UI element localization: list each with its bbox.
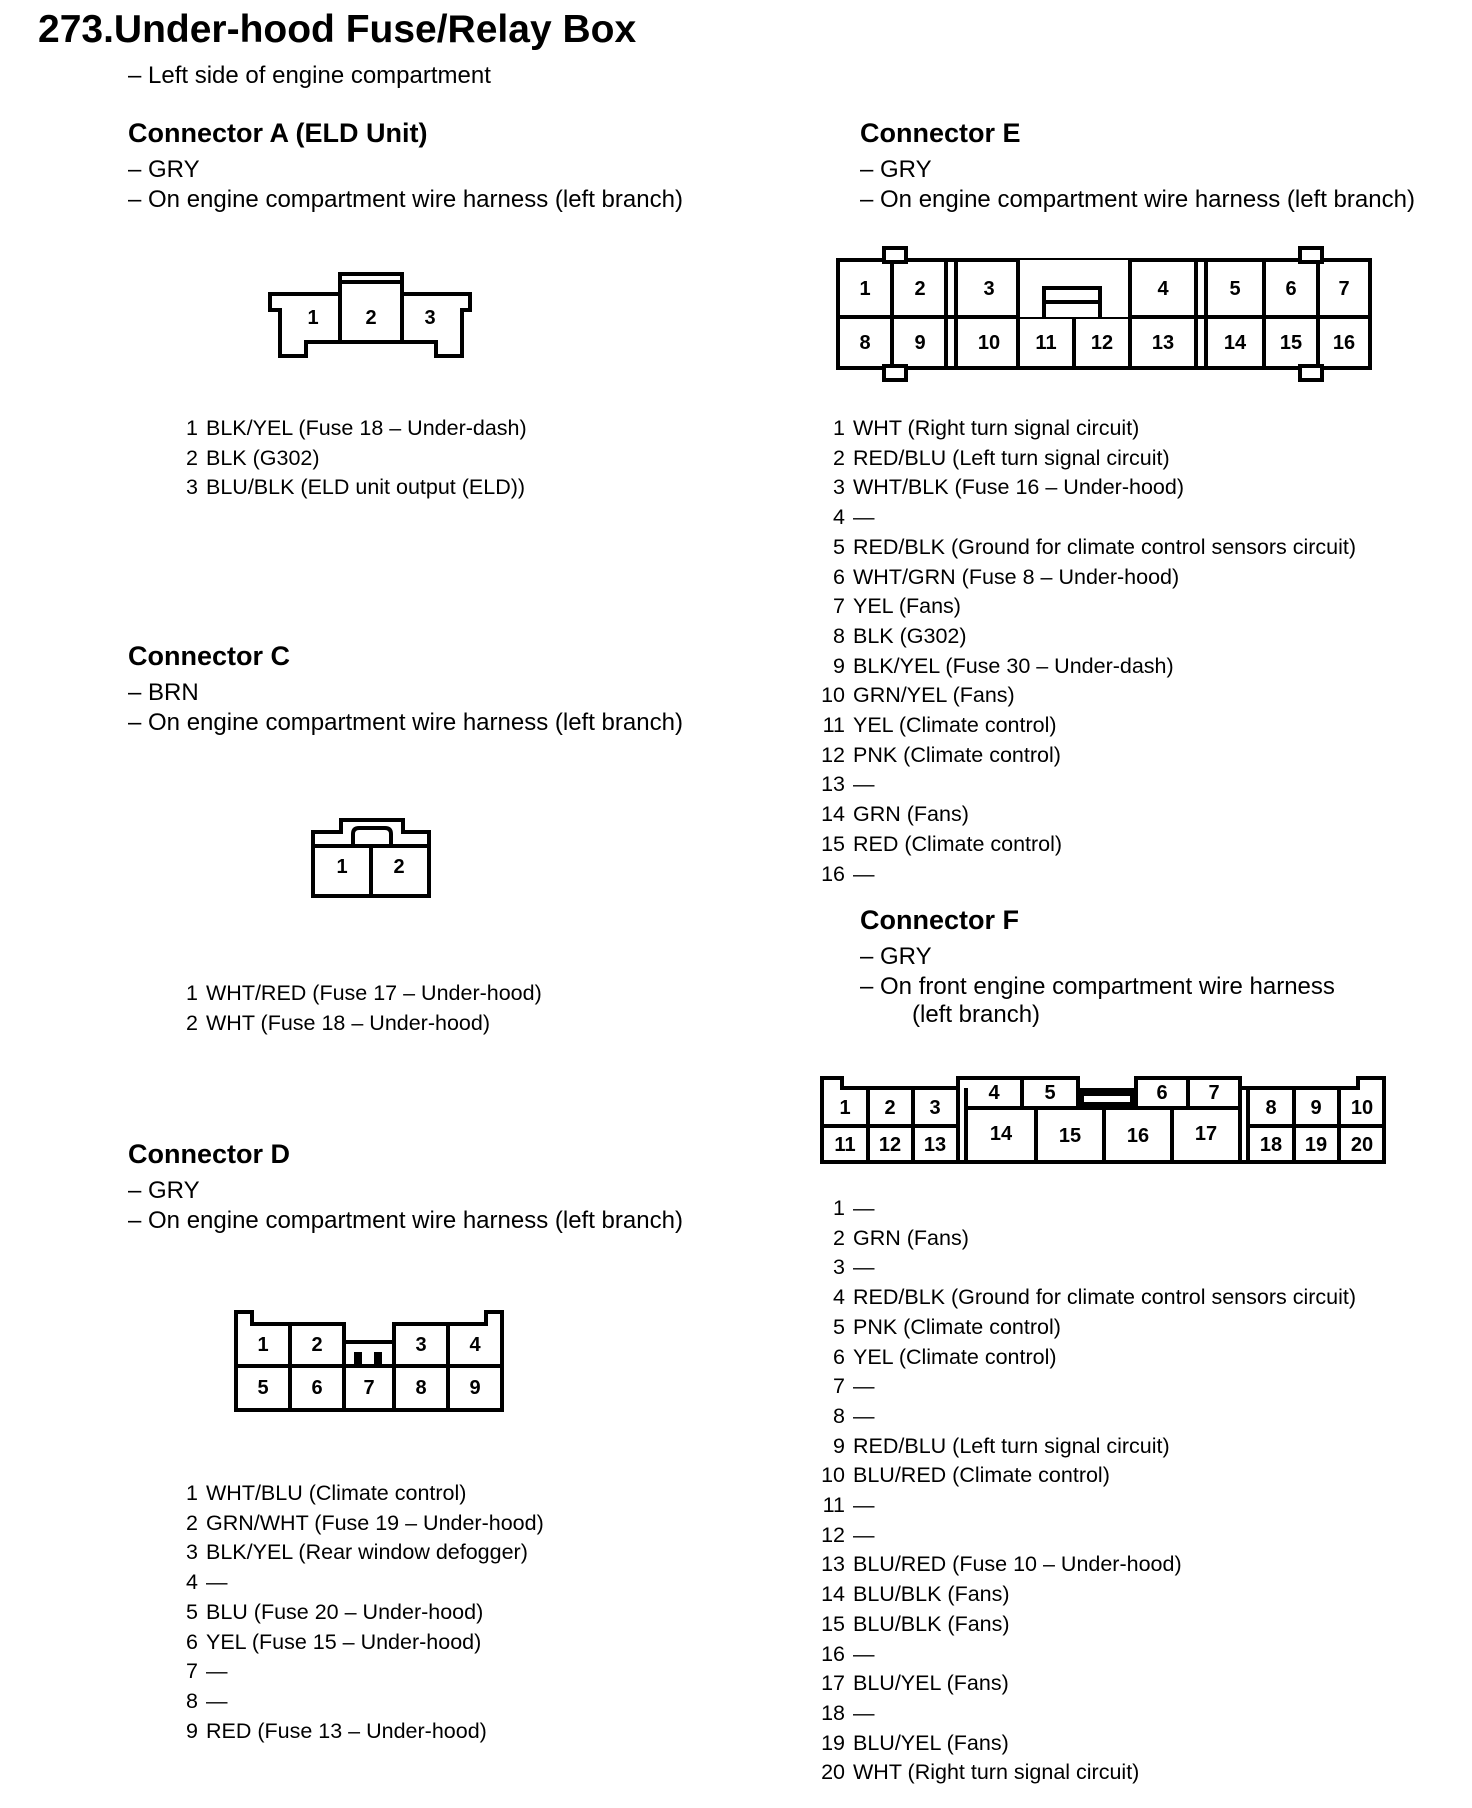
- list-item: [811, 1372, 1356, 1402]
- connector-c-title: Connector C: [128, 641, 290, 671]
- connector-f-cavity-14: 14: [989, 1123, 1013, 1145]
- pin-number: 18: [821, 1700, 845, 1725]
- connector-f-cavity-13: 13: [923, 1134, 947, 1156]
- pin-number: 15: [821, 1611, 845, 1636]
- connector-e-cavity-1: 1: [859, 278, 871, 300]
- connector-d-color: – GRY: [128, 1177, 200, 1204]
- pin-number: 1: [833, 416, 845, 440]
- connector-f-location-2: (left branch): [912, 1001, 1041, 1028]
- list-item: [811, 1253, 1356, 1283]
- pin-number: 12: [821, 1522, 845, 1547]
- pin-desc: —: [853, 772, 875, 797]
- list-item: [811, 1224, 1356, 1254]
- connector-a-color: – GRY: [128, 156, 200, 183]
- pin-desc: BLU/BLK (ELD unit output (ELD)): [206, 475, 526, 500]
- list-item: [811, 652, 1356, 682]
- list-item: [164, 414, 527, 444]
- connector-d-cavity-9: 9: [469, 1377, 481, 1399]
- list-item: [811, 414, 1356, 444]
- pin-number: 9: [833, 1433, 845, 1458]
- pin-number: 6: [186, 1629, 198, 1654]
- pin-desc: YEL (Fans): [853, 594, 961, 619]
- pin-desc: —: [853, 1255, 875, 1280]
- connector-c-cavity-2: 2: [393, 856, 405, 878]
- connector-e-location: – On engine compartment wire harness (left branch): [860, 186, 1415, 213]
- connector-e-cavity-8: 8: [859, 332, 871, 354]
- connector-e-cavity-2: 2: [914, 278, 926, 300]
- connector-d-diagram: [232, 1308, 512, 1414]
- connector-e-cavity-7: 7: [1338, 278, 1350, 300]
- connector-d-cavity-6: 6: [311, 1377, 323, 1399]
- pin-desc: BLK/YEL (Fuse 30 – Under-dash): [853, 653, 1174, 678]
- pin-desc: BLU/RED (Fuse 10 – Under-hood): [853, 1552, 1182, 1577]
- pin-desc: YEL (Climate control): [853, 713, 1057, 738]
- pin-desc: WHT (Right turn signal circuit): [853, 1760, 1140, 1785]
- pin-number: 15: [821, 831, 845, 856]
- connector-d-cavity-2: 2: [311, 1334, 323, 1356]
- connector-e-cavity-9: 9: [914, 332, 926, 354]
- pin-desc: RED (Fuse 13 – Under-hood): [206, 1718, 487, 1743]
- list-item: [811, 1461, 1356, 1491]
- pin-desc: YEL (Climate control): [853, 1344, 1057, 1369]
- connector-d-cavity-4: 4: [469, 1334, 481, 1356]
- pin-number: 13: [821, 1552, 845, 1577]
- list-item: [164, 1009, 542, 1039]
- pin-number: 9: [186, 1718, 198, 1743]
- pin-desc: —: [206, 1688, 228, 1713]
- pin-desc: —: [206, 1659, 228, 1684]
- list-item: [811, 770, 1356, 800]
- list-item: [811, 1640, 1356, 1670]
- pin-desc: GRN/WHT (Fuse 19 – Under-hood): [206, 1510, 544, 1535]
- pin-desc: RED (Climate control): [853, 831, 1063, 856]
- list-item: [811, 741, 1356, 771]
- pin-desc: —: [853, 1196, 875, 1220]
- connector-d-location: – On engine compartment wire harness (left branch): [128, 1207, 683, 1234]
- pin-desc: BLK/YEL (Fuse 18 – Under-dash): [206, 416, 527, 440]
- connector-f-cavity-8: 8: [1265, 1097, 1277, 1119]
- pin-desc: —: [206, 1570, 228, 1595]
- pin-desc: WHT/GRN (Fuse 8 – Under-hood): [853, 564, 1180, 589]
- connector-f-cavity-6: 6: [1156, 1082, 1168, 1104]
- connector-f-cavity-7: 7: [1208, 1082, 1220, 1104]
- connector-f-cavity-3: 3: [929, 1097, 941, 1119]
- pin-number: 2: [186, 445, 198, 470]
- list-item: [164, 1628, 544, 1658]
- connector-e-cavity-13: 13: [1151, 332, 1175, 354]
- connector-a-title: Connector A (ELD Unit): [128, 118, 428, 148]
- pin-number: 11: [822, 1493, 845, 1518]
- list-item: [811, 681, 1356, 711]
- pin-number: 2: [833, 445, 845, 470]
- pin-desc: BLU/BLK (Fans): [853, 1611, 1010, 1636]
- list-item: [164, 1687, 544, 1717]
- connector-a-cavity-2: 2: [365, 307, 377, 329]
- connector-e-cavity-16: 16: [1332, 332, 1356, 354]
- pin-number: 3: [833, 1255, 845, 1280]
- pin-number: 1: [186, 981, 198, 1005]
- pin-number: 2: [186, 1510, 198, 1535]
- pin-desc: —: [853, 861, 875, 886]
- pin-number: 10: [821, 683, 845, 708]
- connector-e-cavity-11: 11: [1035, 332, 1057, 354]
- connector-c-diagram: [311, 812, 435, 898]
- pin-number: 1: [833, 1196, 845, 1220]
- pin-number: 20: [821, 1760, 845, 1785]
- connector-d-cavity-1: 1: [257, 1334, 269, 1356]
- connector-e-diagram: [834, 244, 1376, 386]
- pin-number: 6: [833, 1344, 845, 1369]
- pin-number: 5: [833, 1314, 845, 1339]
- pin-desc: WHT (Right turn signal circuit): [853, 416, 1140, 440]
- list-item: [811, 1669, 1356, 1699]
- connector-e-cavity-10: 10: [977, 332, 1001, 354]
- list-item: [811, 1729, 1356, 1759]
- list-item: [164, 979, 542, 1009]
- connector-f-cavity-1: 1: [839, 1097, 851, 1119]
- connector-d-pin-list: [164, 1479, 544, 1746]
- list-item: [811, 800, 1356, 830]
- connector-f-color: – GRY: [860, 943, 932, 970]
- connector-a-cavity-3: 3: [424, 307, 436, 329]
- pin-number: 5: [833, 534, 845, 559]
- list-item: [811, 1313, 1356, 1343]
- pin-number: 5: [186, 1599, 198, 1624]
- pin-desc: BLU/YEL (Fans): [853, 1730, 1009, 1755]
- list-item: [811, 1402, 1356, 1432]
- connector-d-cavity-8: 8: [415, 1377, 427, 1399]
- pin-number: 4: [833, 1285, 845, 1310]
- list-item: [811, 592, 1356, 622]
- list-item: [811, 1432, 1356, 1462]
- pin-desc: WHT (Fuse 18 – Under-hood): [206, 1010, 490, 1035]
- list-item: [811, 1283, 1356, 1313]
- pin-number: 7: [833, 594, 845, 619]
- pin-number: 14: [821, 1582, 845, 1607]
- list-item: [164, 473, 527, 503]
- list-item: [164, 1538, 544, 1568]
- connector-d-cavity-5: 5: [257, 1377, 269, 1399]
- pin-desc: YEL (Fuse 15 – Under-hood): [206, 1629, 482, 1654]
- page-subtitle: – Left side of engine compartment: [128, 62, 491, 89]
- connector-f-cavity-19: 19: [1304, 1134, 1328, 1156]
- connector-c-pin-list: [164, 979, 542, 1038]
- connector-f-location-1: – On front engine compartment wire harness: [860, 973, 1335, 1000]
- pin-desc: WHT/BLK (Fuse 16 – Under-hood): [853, 475, 1184, 500]
- connector-f-cavity-12: 12: [878, 1134, 902, 1156]
- pin-desc: —: [853, 1641, 875, 1666]
- pin-number: 7: [833, 1374, 845, 1399]
- connector-f-cavity-4: 4: [988, 1082, 1000, 1104]
- pin-desc: BLU/RED (Climate control): [853, 1463, 1110, 1488]
- connector-e-color: – GRY: [860, 156, 932, 183]
- list-item: [164, 1568, 544, 1598]
- pin-desc: —: [853, 505, 875, 530]
- pin-number: 1: [186, 416, 198, 440]
- pin-number: 17: [821, 1671, 845, 1696]
- list-item: [811, 1491, 1356, 1521]
- pin-desc: —: [853, 1374, 875, 1399]
- pin-number: 16: [821, 861, 845, 886]
- pin-desc: GRN (Fans): [853, 1225, 969, 1250]
- list-item: [164, 1598, 544, 1628]
- connector-d-cavity-3: 3: [415, 1334, 427, 1356]
- list-item: [811, 1343, 1356, 1373]
- pin-desc: BLU (Fuse 20 – Under-hood): [206, 1599, 484, 1624]
- pin-number: 6: [833, 564, 845, 589]
- pin-desc: WHT/BLU (Climate control): [206, 1481, 467, 1505]
- list-item: [164, 1717, 544, 1747]
- pin-desc: GRN (Fans): [853, 802, 969, 827]
- list-item: [811, 533, 1356, 563]
- connector-f-cavity-18: 18: [1259, 1134, 1283, 1156]
- pin-desc: —: [853, 1522, 875, 1547]
- list-item: [811, 1758, 1356, 1788]
- connector-a-cavity-1: 1: [307, 307, 319, 329]
- pin-desc: RED/BLK (Ground for climate control sensors circuit): [853, 534, 1357, 559]
- connector-e-cavity-6: 6: [1285, 278, 1297, 300]
- pin-number: 4: [186, 1570, 198, 1595]
- list-item: [164, 444, 527, 474]
- pin-desc: BLU/BLK (Fans): [853, 1582, 1010, 1607]
- list-item: [811, 1580, 1356, 1610]
- connector-c-cavity-1: 1: [336, 856, 348, 878]
- connector-e-pin-list: [811, 414, 1356, 889]
- pin-number: 14: [821, 802, 845, 827]
- list-item: [811, 860, 1356, 890]
- pin-desc: GRN/YEL (Fans): [853, 683, 1015, 708]
- page-number: 273.: [38, 8, 114, 51]
- connector-f-cavity-10: 10: [1350, 1097, 1374, 1119]
- page-title-text: Under-hood Fuse/Relay Box: [113, 8, 637, 51]
- pin-desc: —: [853, 1493, 875, 1518]
- connector-c-location: – On engine compartment wire harness (left branch): [128, 709, 683, 736]
- page-title: [38, 8, 636, 52]
- pin-number: 4: [833, 505, 845, 530]
- pin-number: 8: [833, 623, 845, 648]
- pin-number: 1: [186, 1481, 198, 1505]
- pin-desc: RED/BLK (Ground for climate control sensors circuit): [853, 1285, 1357, 1310]
- connector-d-cavity-7: 7: [363, 1377, 375, 1399]
- pin-desc: BLK (G302): [206, 445, 320, 470]
- connector-f-cavity-17: 17: [1194, 1123, 1218, 1145]
- connector-a-diagram: [266, 268, 476, 362]
- connector-e-title: Connector E: [860, 118, 1021, 148]
- connector-f-cavity-11: 11: [834, 1134, 856, 1156]
- list-item: [811, 830, 1356, 860]
- list-item: [811, 444, 1356, 474]
- list-item: [811, 503, 1356, 533]
- list-item: [811, 563, 1356, 593]
- pin-desc: —: [853, 1700, 875, 1725]
- connector-f-cavity-20: 20: [1350, 1134, 1374, 1156]
- list-item: [811, 473, 1356, 503]
- pin-number: 12: [821, 742, 845, 767]
- pin-desc: —: [853, 1403, 875, 1428]
- connector-f-title: Connector F: [860, 905, 1019, 935]
- pin-desc: RED/BLU (Left turn signal circuit): [853, 1433, 1170, 1458]
- connector-a-location: – On engine compartment wire harness (left branch): [128, 186, 683, 213]
- pin-desc: PNK (Climate control): [853, 742, 1061, 767]
- pin-number: 8: [186, 1688, 198, 1713]
- list-item: [811, 1194, 1356, 1224]
- list-item: [164, 1509, 544, 1539]
- list-item: [811, 622, 1356, 652]
- pin-number: 2: [833, 1225, 845, 1250]
- pin-desc: RED/BLU (Left turn signal circuit): [853, 445, 1170, 470]
- connector-e-cavity-15: 15: [1279, 332, 1303, 354]
- connector-f-cavity-5: 5: [1044, 1082, 1056, 1104]
- list-item: [811, 711, 1356, 741]
- pin-number: 13: [821, 772, 845, 797]
- pin-desc: BLK/YEL (Rear window defogger): [206, 1540, 528, 1565]
- connector-a-pin-list: [164, 414, 527, 503]
- pin-desc: BLU/YEL (Fans): [853, 1671, 1009, 1696]
- connector-f-diagram: [818, 1072, 1392, 1168]
- list-item: [164, 1657, 544, 1687]
- pin-desc: PNK (Climate control): [853, 1314, 1061, 1339]
- pin-number: 9: [833, 653, 845, 678]
- connector-f-cavity-15: 15: [1058, 1125, 1082, 1147]
- pin-desc: WHT/RED (Fuse 17 – Under-hood): [206, 981, 542, 1005]
- pin-number: 19: [821, 1730, 845, 1755]
- connector-f-cavity-9: 9: [1310, 1097, 1322, 1119]
- connector-e-cavity-4: 4: [1157, 278, 1169, 300]
- pin-number: 8: [833, 1403, 845, 1428]
- connector-f-cavity-16: 16: [1126, 1125, 1150, 1147]
- pin-number: 11: [822, 713, 845, 738]
- pin-number: 3: [186, 475, 198, 500]
- pin-number: 10: [821, 1463, 845, 1488]
- connector-d-title: Connector D: [128, 1139, 290, 1169]
- list-item: [164, 1479, 544, 1509]
- pin-desc: BLK (G302): [853, 623, 967, 648]
- connector-c-color: – BRN: [128, 679, 199, 706]
- connector-e-cavity-3: 3: [983, 278, 995, 300]
- pin-number: 7: [186, 1659, 198, 1684]
- connector-f-pin-list: [811, 1194, 1356, 1788]
- connector-e-cavity-5: 5: [1229, 278, 1241, 300]
- pin-number: 16: [821, 1641, 845, 1666]
- list-item: [811, 1699, 1356, 1729]
- pin-number: 3: [186, 1540, 198, 1565]
- connector-f-cavity-2: 2: [884, 1097, 896, 1119]
- pin-number: 2: [186, 1010, 198, 1035]
- pin-number: 3: [833, 475, 845, 500]
- list-item: [811, 1550, 1356, 1580]
- connector-e-cavity-14: 14: [1223, 332, 1247, 354]
- connector-e-cavity-12: 12: [1090, 332, 1114, 354]
- list-item: [811, 1610, 1356, 1640]
- list-item: [811, 1521, 1356, 1551]
